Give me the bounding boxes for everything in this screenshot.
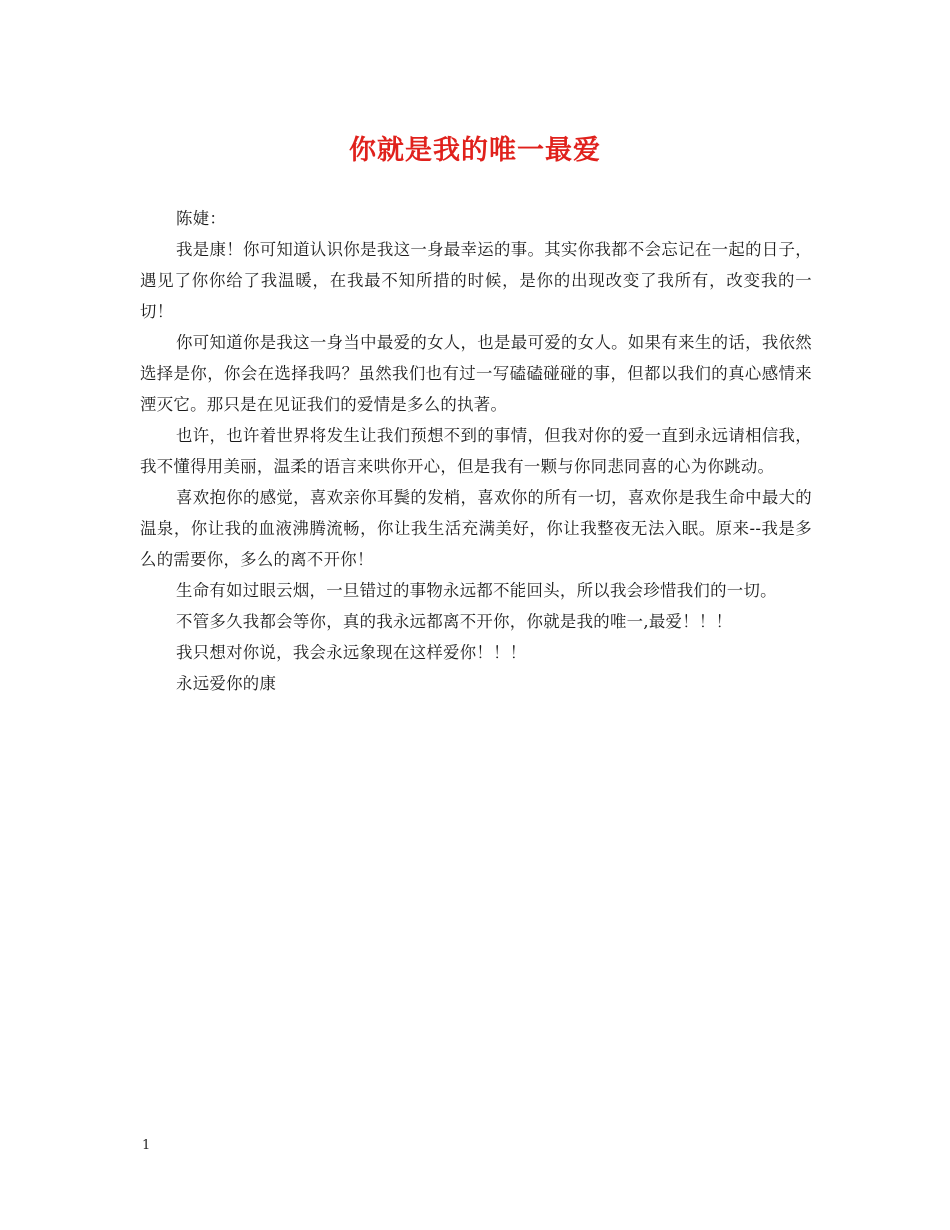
page-title: 你就是我的唯一最爱 bbox=[349, 135, 601, 166]
paragraph-7: 我只想对你说，我会永远象现在这样爱你！！！ bbox=[176, 643, 527, 662]
signature: 永远爱你的康 bbox=[176, 674, 277, 693]
paragraph-2: 你可知道你是我这一身当中最爱的女人，也是最可爱的女人。如果有来生的话，我依然选择是你，你会在选择我吗？虽然我们也有过一写磕磕碰碰的事，但都以我们的真心感情来湮灭它。那只是在见证我们的爱情是多么的执著。 bbox=[140, 333, 812, 414]
paragraph-4: 喜欢抱你的感觉，喜欢亲你耳鬓的发梢，喜欢你的所有一切，喜欢你是我生命中最大的温泉，你让我的血液沸腾流畅，你让我生活充满美好，你让我整夜无法入眠。原来--我是多么的需要你，多么的离不开你！ bbox=[140, 488, 812, 569]
paragraph-1: 我是康！你可知道认识你是我这一身最幸运的事。其实你我都不会忘记在一起的日子，遇见了你你给了我温暖，在我最不知所措的时候，是你的出现改变了我所有，改变我的一切！ bbox=[140, 240, 812, 321]
page-number: 1 bbox=[142, 1138, 151, 1153]
salutation: 陈婕： bbox=[176, 209, 227, 228]
paragraph-6: 不管多久我都会等你，真的我永远都离不开你，你就是我的唯一,最爱！！！ bbox=[176, 612, 733, 631]
paragraph-5: 生命有如过眼云烟，一旦错过的事物永远都不能回头，所以我会珍惜我们的一切。 bbox=[176, 581, 777, 600]
letter-body bbox=[140, 203, 812, 699]
paragraph-3: 也许，也许着世界将发生让我们预想不到的事情，但我对你的爱一直到永远请相信我，我不懂得用美丽，温柔的语言来哄你开心，但是我有一颗与你同悲同喜的心为你跳动。 bbox=[140, 426, 812, 476]
